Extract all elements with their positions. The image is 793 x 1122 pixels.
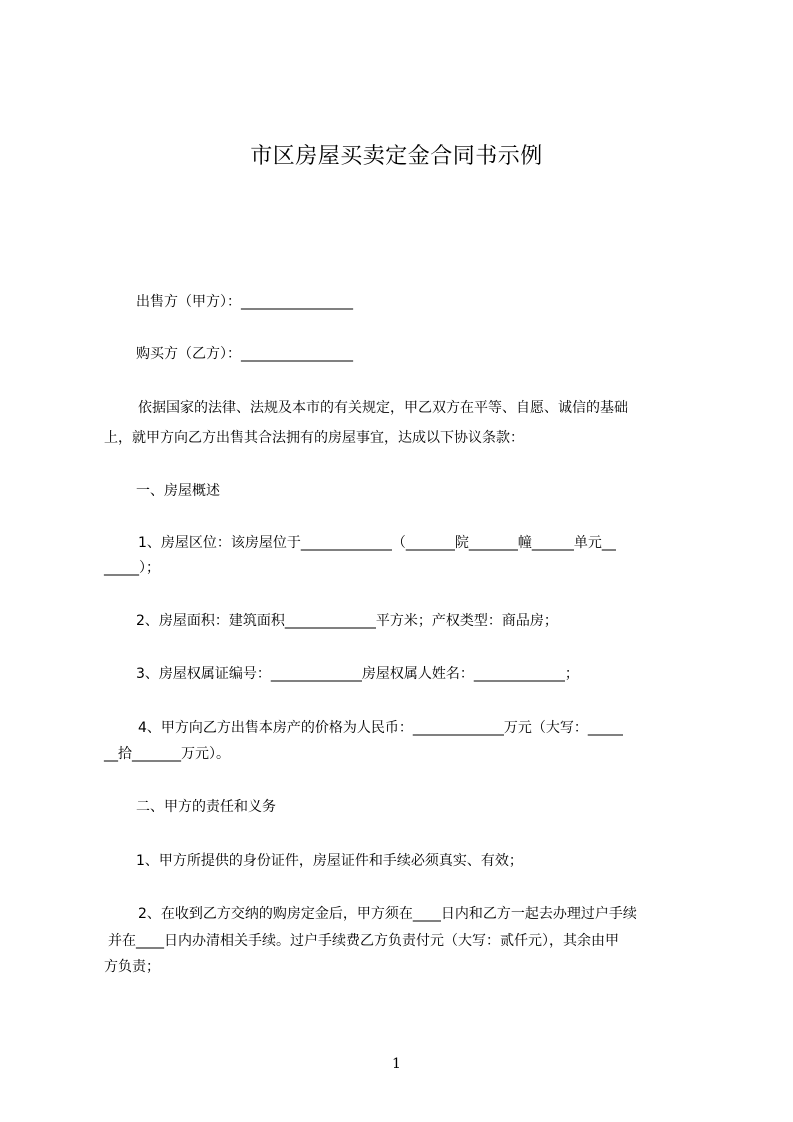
- page-number: 1: [392, 1056, 401, 1072]
- clause-1-1-line-2: _____）；: [104, 560, 160, 576]
- section-2-heading: 二、甲方的责任和义务: [136, 799, 276, 815]
- clause-2-2-line-1: 2、在收到乙方交纳的购房定金后，甲方须在____日内和乙方一起去办理过户手续: [138, 906, 637, 922]
- preamble-line-1: 依据国家的法律、法规及本市的有关规定，甲乙双方在平等、自愿、诚信的基础: [138, 400, 628, 416]
- preamble-line-2: 上，就甲方向乙方出售其合法拥有的房屋事宜，达成以下协议条款：: [104, 430, 524, 446]
- buyer-line: 购买方（乙方）：________________: [136, 346, 353, 362]
- clause-1-4-line-2: __拾_______万元）。: [104, 746, 230, 762]
- clause-1-3: 3、房屋权属证编号：_____________房屋权属人姓名：_____________；: [136, 666, 579, 682]
- clause-2-2-line-2: 并在____日内办清相关手续。过户手续费乙方负责付元（大写：贰仟元），其余由甲: [108, 933, 619, 949]
- clause-1-4-line-1: 4、甲方向乙方出售本房产的价格为人民币：_____________万元（大写：_____: [138, 720, 623, 736]
- clause-1-2: 2、房屋面积：建筑面积_____________平方米；产权类型：商品房；: [136, 613, 558, 629]
- clause-2-1: 1、甲方所提供的身份证件，房屋证件和手续必须真实、有效；: [136, 853, 523, 869]
- clause-1-1-line-1: 1、房屋区位：该房屋位于_____________（_______院_______幢______单元__: [138, 535, 616, 551]
- document-title: 市区房屋买卖定金合同书示例: [250, 144, 543, 169]
- section-1-heading: 一、房屋概述: [136, 483, 220, 499]
- seller-line: 出售方（甲方）：________________: [136, 294, 353, 310]
- clause-2-2-line-3: 方负责；: [104, 959, 160, 975]
